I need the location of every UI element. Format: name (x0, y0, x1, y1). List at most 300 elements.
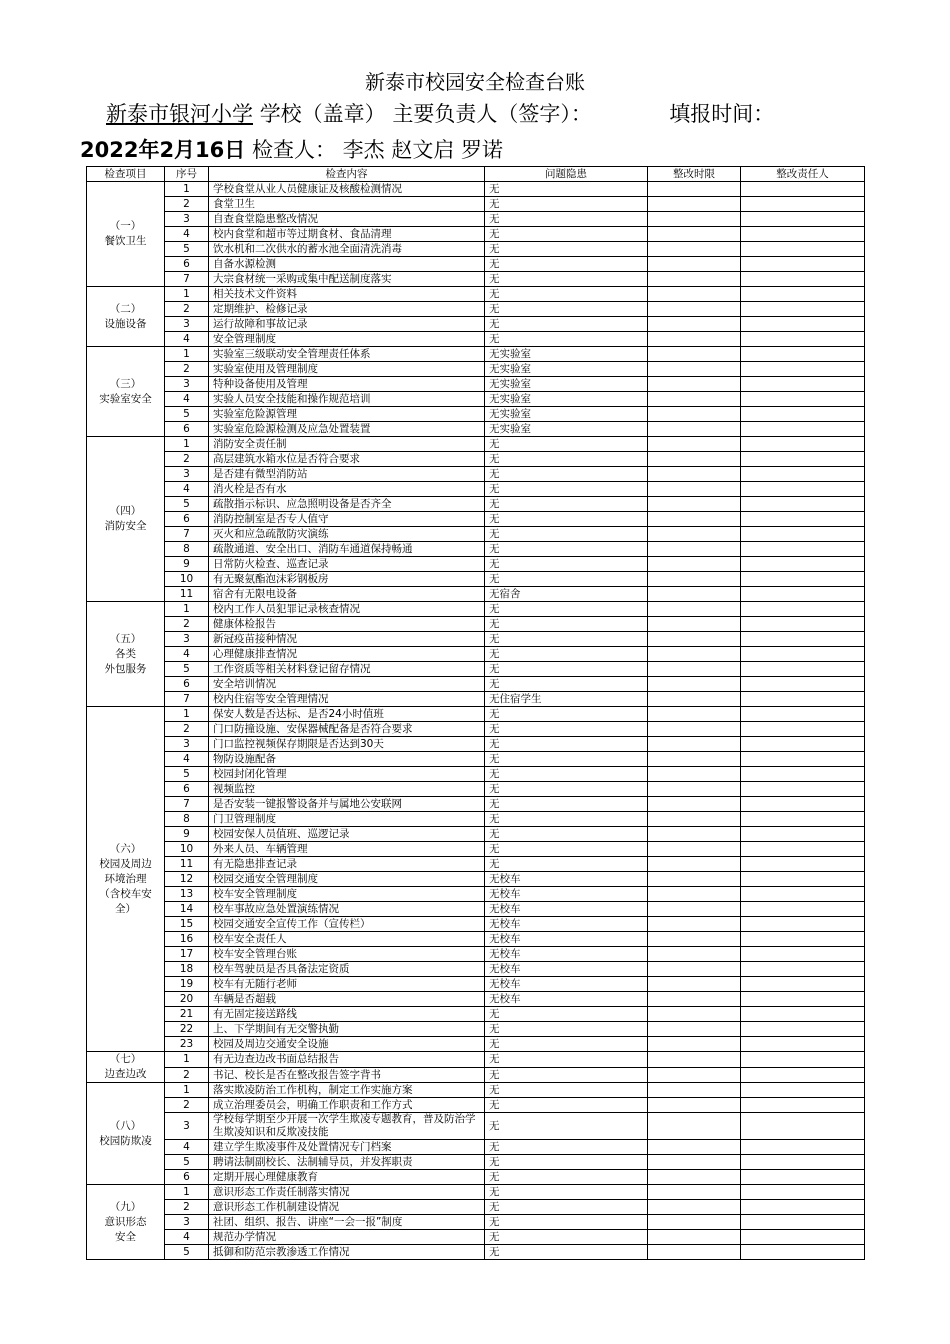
row-number: 1 (165, 1185, 209, 1200)
category-cell: （一） 餐饮卫生 (87, 182, 165, 287)
table-row (87, 302, 865, 317)
check-content: 校内食堂和超市等过期食材、食品清理 (209, 227, 485, 242)
deadline-cell (648, 482, 741, 497)
responsible-cell (741, 902, 865, 917)
issue-cell: 无 (485, 812, 648, 827)
issue-cell: 无 (485, 1007, 648, 1022)
row-number: 2 (165, 302, 209, 317)
check-content: 校园封闭化管理 (209, 767, 485, 782)
responsible-cell (741, 392, 865, 407)
deadline-cell (648, 422, 741, 437)
deadline-cell (648, 1052, 741, 1068)
row-number: 7 (165, 272, 209, 287)
row-number: 2 (165, 617, 209, 632)
deadline-cell (648, 437, 741, 452)
issue-cell: 无 (485, 1245, 648, 1260)
issue-cell: 无实验室 (485, 377, 648, 392)
responsible-cell (741, 872, 865, 887)
issue-cell: 无 (485, 1185, 648, 1200)
deadline-cell (648, 227, 741, 242)
responsible-cell (741, 617, 865, 632)
row-number: 8 (165, 812, 209, 827)
row-number: 6 (165, 782, 209, 797)
deadline-cell (648, 902, 741, 917)
deadline-cell (648, 242, 741, 257)
deadline-cell (648, 827, 741, 842)
deadline-cell (648, 497, 741, 512)
issue-cell: 无 (485, 737, 648, 752)
table-row (87, 1052, 865, 1068)
issue-cell: 无 (485, 332, 648, 347)
responsible-cell (741, 827, 865, 842)
row-number: 16 (165, 932, 209, 947)
row-number: 1 (165, 1083, 209, 1098)
check-content: 意识形态工作责任制落实情况 (209, 1185, 485, 1200)
responsible-cell (741, 1170, 865, 1185)
issue-cell: 无 (485, 272, 648, 287)
check-content: 校车安全管理制度 (209, 887, 485, 902)
issue-cell: 无校车 (485, 917, 648, 932)
issue-cell: 无 (485, 497, 648, 512)
row-number: 22 (165, 1022, 209, 1037)
check-content: 外来人员、车辆管理 (209, 842, 485, 857)
responsible-cell (741, 632, 865, 647)
responsible-cell (741, 542, 865, 557)
issue-cell: 无 (485, 302, 648, 317)
inspector-names: 李杰 赵文启 罗诺 (342, 138, 504, 162)
deadline-cell (648, 1170, 741, 1185)
issue-cell: 无 (485, 1022, 648, 1037)
table-row (87, 392, 865, 407)
issue-cell: 无 (485, 722, 648, 737)
issue-cell: 无 (485, 1067, 648, 1083)
responsible-cell (741, 1140, 865, 1155)
table-row (87, 1037, 865, 1052)
deadline-cell (648, 932, 741, 947)
row-number: 20 (165, 992, 209, 1007)
row-number: 7 (165, 527, 209, 542)
issue-cell: 无 (485, 527, 648, 542)
check-content: 校内工作人员犯罪记录核查情况 (209, 602, 485, 617)
table-row (87, 872, 865, 887)
responsible-cell (741, 782, 865, 797)
column-header-category: 检查项目 (87, 167, 165, 182)
check-content: 物防设施配备 (209, 752, 485, 767)
table-row (87, 737, 865, 752)
issue-cell: 无校车 (485, 992, 648, 1007)
check-content: 校园交通安全宣传工作（宣传栏） (209, 917, 485, 932)
check-content: 是否安装一键报警设备并与属地公安联网 (209, 797, 485, 812)
row-number: 3 (165, 632, 209, 647)
issue-cell: 无 (485, 662, 648, 677)
table-row (87, 947, 865, 962)
check-content: 疏散指示标识、应急照明设备是否齐全 (209, 497, 485, 512)
check-content: 保安人数是否达标、是否24小时值班 (209, 707, 485, 722)
row-number: 19 (165, 977, 209, 992)
row-number: 3 (165, 1215, 209, 1230)
table-row (87, 962, 865, 977)
row-number: 1 (165, 437, 209, 452)
check-content: 校车有无随行老师 (209, 977, 485, 992)
issue-cell: 无 (485, 1037, 648, 1052)
issue-cell: 无校车 (485, 902, 648, 917)
row-number: 4 (165, 752, 209, 767)
responsible-cell (741, 317, 865, 332)
deadline-cell (648, 362, 741, 377)
check-content: 意识形态工作机制建设情况 (209, 1200, 485, 1215)
issue-cell: 无 (485, 617, 648, 632)
issue-cell: 无 (485, 557, 648, 572)
responsible-cell (741, 947, 865, 962)
table-row (87, 902, 865, 917)
deadline-cell (648, 257, 741, 272)
check-content: 消防控制室是否专人值守 (209, 512, 485, 527)
deadline-cell (648, 332, 741, 347)
deadline-cell (648, 947, 741, 962)
deadline-cell (648, 302, 741, 317)
check-content: 实验室危险源检测及应急处置装置 (209, 422, 485, 437)
category-cell: （九） 意识形态 安全 (87, 1185, 165, 1260)
row-number: 1 (165, 182, 209, 197)
row-number: 9 (165, 557, 209, 572)
row-number: 14 (165, 902, 209, 917)
table-row (87, 1245, 865, 1260)
responsible-cell (741, 737, 865, 752)
issue-cell: 无实验室 (485, 362, 648, 377)
row-number: 2 (165, 1098, 209, 1113)
table-row (87, 497, 865, 512)
issue-cell: 无 (485, 1113, 648, 1140)
category-cell: （七） 边查边改 (87, 1052, 165, 1083)
check-content: 校园安保人员值班、巡逻记录 (209, 827, 485, 842)
row-number: 5 (165, 662, 209, 677)
check-content: 校车驾驶员是否具备法定资质 (209, 962, 485, 977)
issue-cell: 无 (485, 1098, 648, 1113)
issue-cell: 无 (485, 1083, 648, 1098)
deadline-cell (648, 917, 741, 932)
issue-cell: 无 (485, 797, 648, 812)
deadline-cell (648, 1022, 741, 1037)
category-cell: （五） 各类 外包服务 (87, 602, 165, 707)
responsible-cell (741, 1215, 865, 1230)
issue-cell: 无 (485, 1140, 648, 1155)
deadline-cell (648, 572, 741, 587)
table-row (87, 632, 865, 647)
responsible-cell (741, 1098, 865, 1113)
issue-cell: 无 (485, 257, 648, 272)
responsible-cell (741, 752, 865, 767)
row-number: 18 (165, 962, 209, 977)
check-content: 大宗食材统一采购或集中配送制度落实 (209, 272, 485, 287)
row-number: 6 (165, 422, 209, 437)
category-cell: （四） 消防安全 (87, 437, 165, 602)
check-content: 新冠疫苗接种情况 (209, 632, 485, 647)
table-row (87, 407, 865, 422)
responsible-cell (741, 197, 865, 212)
row-number: 2 (165, 197, 209, 212)
row-number: 2 (165, 362, 209, 377)
row-number: 5 (165, 767, 209, 782)
row-number: 1 (165, 707, 209, 722)
issue-cell: 无 (485, 467, 648, 482)
check-content: 上、下学期间有无交警执勤 (209, 1022, 485, 1037)
issue-cell: 无 (485, 1200, 648, 1215)
check-content: 成立治理委员会，明确工作职责和工作方式 (209, 1098, 485, 1113)
row-number: 6 (165, 512, 209, 527)
check-content: 是否建有微型消防站 (209, 467, 485, 482)
check-content: 实验室三级联动安全管理责任体系 (209, 347, 485, 362)
issue-cell: 无 (485, 542, 648, 557)
table-row (87, 452, 865, 467)
deadline-cell (648, 842, 741, 857)
row-number: 12 (165, 872, 209, 887)
table-row (87, 692, 865, 707)
responsible-cell (741, 677, 865, 692)
issue-cell: 无校车 (485, 962, 648, 977)
table-row (87, 1185, 865, 1200)
deadline-cell (648, 377, 741, 392)
table-row (87, 467, 865, 482)
deadline-cell (648, 512, 741, 527)
deadline-cell (648, 632, 741, 647)
deadline-cell (648, 812, 741, 827)
responsible-cell (741, 797, 865, 812)
responsible-cell (741, 1037, 865, 1052)
row-number: 10 (165, 572, 209, 587)
deadline-cell (648, 407, 741, 422)
deadline-cell (648, 182, 741, 197)
row-number: 6 (165, 1170, 209, 1185)
table-row (87, 212, 865, 227)
check-content: 定期维护、检修记录 (209, 302, 485, 317)
check-content: 校车安全管理台账 (209, 947, 485, 962)
responsible-cell (741, 662, 865, 677)
check-content: 消防安全责任制 (209, 437, 485, 452)
deadline-cell (648, 467, 741, 482)
deadline-cell (648, 1037, 741, 1052)
table-body (87, 182, 865, 1260)
deadline-cell (648, 767, 741, 782)
responsible-cell (741, 857, 865, 872)
deadline-cell (648, 212, 741, 227)
deadline-cell (648, 347, 741, 362)
deadline-cell (648, 1140, 741, 1155)
deadline-cell (648, 317, 741, 332)
issue-cell: 无实验室 (485, 392, 648, 407)
issue-cell: 无校车 (485, 887, 648, 902)
deadline-cell (648, 602, 741, 617)
table-row (87, 752, 865, 767)
category-cell: （八） 校园防欺凌 (87, 1083, 165, 1185)
table-row (87, 932, 865, 947)
responsible-cell (741, 977, 865, 992)
row-number: 4 (165, 1230, 209, 1245)
responsible-cell (741, 572, 865, 587)
responsible-cell (741, 287, 865, 302)
row-number: 6 (165, 677, 209, 692)
table-row (87, 587, 865, 602)
deadline-cell (648, 1200, 741, 1215)
responsible-cell (741, 602, 865, 617)
responsible-cell (741, 917, 865, 932)
check-content: 宿舍有无限电设备 (209, 587, 485, 602)
issue-cell: 无住宿学生 (485, 692, 648, 707)
issue-cell: 无 (485, 1155, 648, 1170)
responsible-cell (741, 932, 865, 947)
header-line-date (80, 134, 503, 164)
responsible-cell (741, 962, 865, 977)
deadline-cell (648, 1155, 741, 1170)
table-row (87, 197, 865, 212)
deadline-cell (648, 557, 741, 572)
row-number: 3 (165, 467, 209, 482)
table-row (87, 707, 865, 722)
row-number: 9 (165, 827, 209, 842)
deadline-cell (648, 1083, 741, 1098)
table-row (87, 242, 865, 257)
check-content: 有无边查边改书面总结报告 (209, 1052, 485, 1068)
check-content: 日常防火检查、巡查记录 (209, 557, 485, 572)
issue-cell: 无 (485, 632, 648, 647)
row-number: 4 (165, 482, 209, 497)
issue-cell: 无 (485, 1052, 648, 1068)
row-number: 4 (165, 332, 209, 347)
issue-cell: 无 (485, 1230, 648, 1245)
responsible-cell (741, 257, 865, 272)
school-name: 新泰市银河小学 (106, 102, 253, 126)
deadline-cell (648, 1230, 741, 1245)
check-content: 心理健康排查情况 (209, 647, 485, 662)
responsible-cell (741, 707, 865, 722)
check-content: 校园交通安全管理制度 (209, 872, 485, 887)
issue-cell: 无 (485, 512, 648, 527)
issue-cell: 无 (485, 782, 648, 797)
check-content: 学校食堂从业人员健康证及核酸检测情况 (209, 182, 485, 197)
issue-cell: 无 (485, 437, 648, 452)
deadline-cell (648, 392, 741, 407)
deadline-cell (648, 1007, 741, 1022)
responsible-cell (741, 767, 865, 782)
row-number: 3 (165, 212, 209, 227)
table-row (87, 542, 865, 557)
table-row (87, 617, 865, 632)
deadline-cell (648, 857, 741, 872)
responsible-cell (741, 992, 865, 1007)
deadline-cell (648, 737, 741, 752)
table-row (87, 1067, 865, 1083)
check-content: 工作资质等相关材料登记留存情况 (209, 662, 485, 677)
table-row (87, 227, 865, 242)
inspector-label: 检查人： (251, 138, 336, 162)
issue-cell: 无 (485, 752, 648, 767)
check-content: 饮水机和二次供水的蓄水池全面清洗消毒 (209, 242, 485, 257)
row-number: 3 (165, 1113, 209, 1140)
responsible-cell (741, 1155, 865, 1170)
check-content: 聘请法制副校长、法制辅导员，并发挥职责 (209, 1155, 485, 1170)
table-row (87, 512, 865, 527)
issue-cell: 无 (485, 1170, 648, 1185)
responsible-cell (741, 887, 865, 902)
row-number: 4 (165, 647, 209, 662)
check-content: 自查食堂隐患整改情况 (209, 212, 485, 227)
issue-cell: 无实验室 (485, 422, 648, 437)
table-row (87, 767, 865, 782)
inspection-table (86, 166, 865, 1260)
row-number: 5 (165, 242, 209, 257)
check-content: 安全管理制度 (209, 332, 485, 347)
table-row (87, 1113, 865, 1140)
table-row (87, 362, 865, 377)
responsible-cell (741, 482, 865, 497)
check-content: 校车安全责任人 (209, 932, 485, 947)
deadline-cell (648, 1215, 741, 1230)
issue-cell: 无 (485, 182, 648, 197)
responsible-cell (741, 497, 865, 512)
check-content: 自备水源检测 (209, 257, 485, 272)
issue-cell: 无校车 (485, 872, 648, 887)
check-content: 书记、校长是否在整改报告签字背书 (209, 1067, 485, 1083)
check-content: 门卫管理制度 (209, 812, 485, 827)
column-header-number: 序号 (165, 167, 209, 182)
table-row (87, 572, 865, 587)
row-number: 17 (165, 947, 209, 962)
responsible-cell (741, 1185, 865, 1200)
responsible-cell (741, 227, 865, 242)
check-content: 定期开展心理健康教育 (209, 1170, 485, 1185)
deadline-cell (648, 752, 741, 767)
check-content: 灭火和应急疏散防灾演练 (209, 527, 485, 542)
row-number: 21 (165, 1007, 209, 1022)
row-number: 2 (165, 722, 209, 737)
table-row (87, 647, 865, 662)
row-number: 1 (165, 602, 209, 617)
check-content: 有无固定接送路线 (209, 1007, 485, 1022)
table-row (87, 287, 865, 302)
row-number: 4 (165, 1140, 209, 1155)
fill-time-label: 填报时间： (669, 102, 775, 126)
check-content: 运行故障和事故记录 (209, 317, 485, 332)
issue-cell: 无 (485, 212, 648, 227)
row-number: 5 (165, 407, 209, 422)
issue-cell: 无 (485, 1215, 648, 1230)
responsible-cell (741, 1113, 865, 1140)
check-content: 校园及周边交通安全设施 (209, 1037, 485, 1052)
responsible-cell (741, 1052, 865, 1068)
responsible-cell (741, 722, 865, 737)
responsible-cell (741, 692, 865, 707)
table-row (87, 677, 865, 692)
fill-date: 2022年2月16日 (80, 138, 246, 162)
check-content: 车辆是否超载 (209, 992, 485, 1007)
check-content: 实验室使用及管理制度 (209, 362, 485, 377)
row-number: 8 (165, 542, 209, 557)
row-number: 10 (165, 842, 209, 857)
principal-label: 主要负责人（签字）： (392, 102, 592, 126)
deadline-cell (648, 527, 741, 542)
responsible-cell (741, 1245, 865, 1260)
responsible-cell (741, 587, 865, 602)
deadline-cell (648, 1185, 741, 1200)
issue-cell: 无 (485, 767, 648, 782)
check-content: 抵御和防范宗教渗透工作情况 (209, 1245, 485, 1260)
check-content: 规范办学情况 (209, 1230, 485, 1245)
deadline-cell (648, 1067, 741, 1083)
category-cell: （二） 设施设备 (87, 287, 165, 347)
issue-cell: 无宿舍 (485, 587, 648, 602)
check-content: 门口监控视频保存期限是否达到30天 (209, 737, 485, 752)
issue-cell: 无实验室 (485, 407, 648, 422)
row-number: 2 (165, 452, 209, 467)
